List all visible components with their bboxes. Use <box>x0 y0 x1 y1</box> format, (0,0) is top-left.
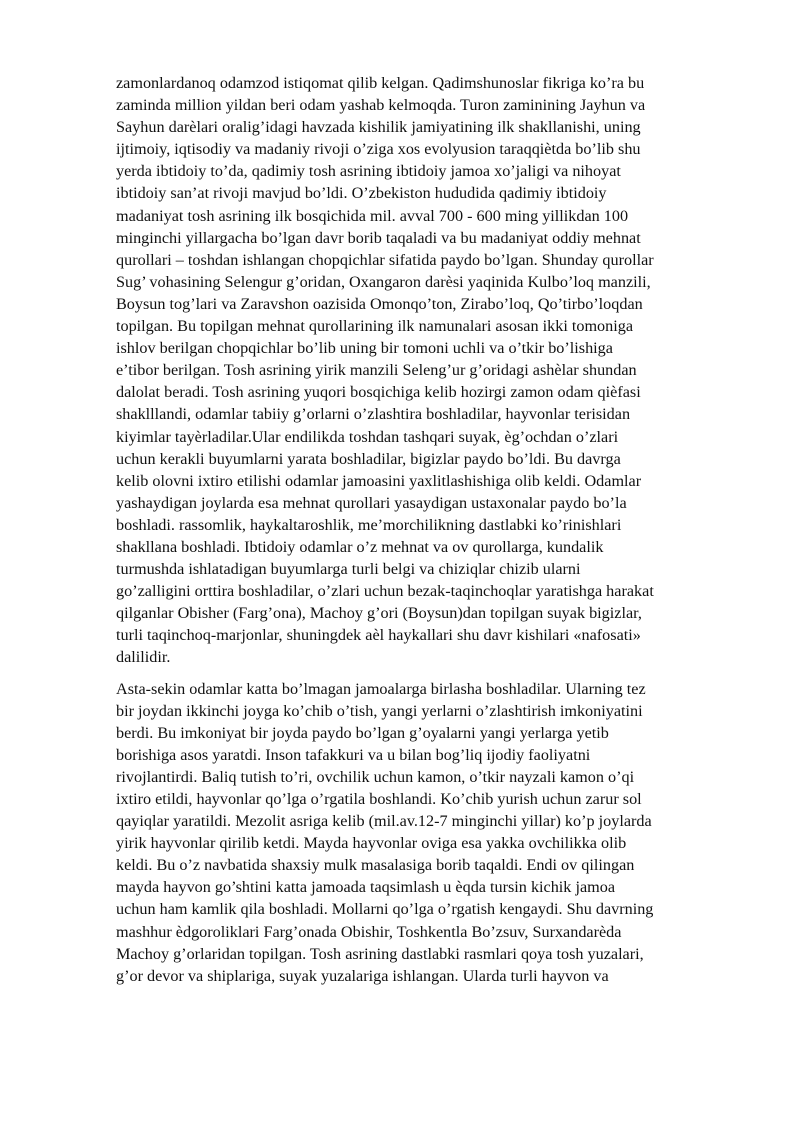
text-line: shaklllandi, odamlar tabiiy g’orlarni o’zlashtira boshladilar, hayvonlar terisidan <box>116 405 631 424</box>
text-line: bir joydan ikkinchi joyga ko’chib o’tish, yangi yerlarni o’zlashtirish imkoniyatini <box>116 701 643 720</box>
text-line: turmushda ishlatadigan buyumlarga turli belgi va chiziqlar chizib ularni <box>116 560 581 579</box>
text-line: ishlov berilgan chopqichlar bo’lib uning bir tomoni uchli va o’tkir bo’lishiga <box>116 339 613 358</box>
text-line: rivojlantirdi. Baliq tutish to’ri, ovchilik uchun kamon, o’tkir nayzali kamon o’qi <box>116 767 635 786</box>
text-line: shakllana boshladi. Ibtidoiy odamlar o’z mehnat va ov qurollarga, kundalik <box>116 537 604 556</box>
text-line: qilganlar Obisher (Farg’ona), Machoy g’ori (Boysun)dan topilgan suyak bigizlar, <box>116 604 642 623</box>
text-line: zaminda million yildan beri odam yashab kelmoqda. Turon zaminining Jayhun va <box>116 96 646 115</box>
text-line: Boysun tog’lari va Zaravshon oazisida Omonqo’ton, Zirabo’loq, Qo’tirbo’loqdan <box>116 294 643 313</box>
text-line: borishiga asos yaratdi. Inson tafakkuri va u bilan bog’liq ijodiy faoliyatni <box>116 745 591 764</box>
text-line: kelib olovni ixtiro etilishi odamlar jamoasini yaxlitlashishiga olib keldi. Odamlar <box>116 471 642 490</box>
text-line: ibtidoiy san’at rivoji mavjud bo’ldi. O’zbekiston hududida qadimiy ibtidoiy <box>116 184 607 203</box>
text-line: yerda ibtidoiy to’da, qadimiy tosh asrining ibtidoiy jamoa xo’jaligi va nihoyat <box>116 162 621 181</box>
text-line: keldi. Bu o’z navbatida shaxsiy mulk masalasiga borib taqaldi. Endi ov qilingan <box>116 856 635 875</box>
paragraph-2 <box>116 678 712 987</box>
text-line: berdi. Bu imkoniyat bir joyda paydo bo’lgan g’oyalarni yangi yerlarga yetib <box>116 723 609 742</box>
text-line: dalilidir. <box>116 648 171 667</box>
text-line: turli taqinchoq-marjonlar, shuningdek aèl haykallari shu davr kishilari «nafosati» <box>116 626 641 645</box>
text-line: zamonlardanoq odamzod istiqomat qilib kelgan. Qadimshunoslar fikriga ko’ra bu <box>116 74 645 92</box>
text-line: mayda hayvon go’shtini katta jamoada taqsimlash u èqda tursin kichik jamoa <box>116 878 615 897</box>
text-line: uchun ham kamlik qila boshladi. Mollarni qo’lga o’rgatish kengaydi. Shu davrning <box>116 900 654 919</box>
text-line: Asta-sekin odamlar katta bo’lmagan jamoalarga birlasha boshladilar. Ularning tez <box>116 679 646 698</box>
text-line: kiyimlar tayèrladilar.Ular endilikda toshdan tashqari suyak, èg’ochdan o’zlari <box>116 427 619 446</box>
text-line: Machoy g’orlaridan topilgan. Tosh asrining dastlabki rasmlari qoya tosh yuzalari, <box>116 944 644 963</box>
text-line: qayiqlar yaratildi. Mezolit asriga kelib (mil.av.12-7 minginchi yillar) ko’p joylarda <box>116 812 652 831</box>
text-line: Sayhun darèlari oralig’idagi havzada kishilik jamiyatining ilk shakllanishi, uning <box>116 118 641 137</box>
text-line: ixtiro etildi, hayvonlar qo’lga o’rgatila boshlandi. Ko’chib yurish uchun zarur sol <box>116 790 642 808</box>
text-line: e’tibor berilgan. Tosh asrining yirik manzili Seleng’ur g’oridagi ashèlar shundan <box>116 361 637 380</box>
text-line: Sug’ vohasining Selengur g’oridan, Oxangaron darèsi yaqinida Kulbo’loq manzili, <box>116 272 651 291</box>
text-line: go’zalligini orttira boshladilar, o’zlari uchun bezak-taqinchoqlar yaratishga harakat <box>116 582 654 601</box>
text-line: yirik hayvonlar qirilib ketdi. Mayda hayvonlar oviga esa yakka ovchilikka olib <box>116 834 627 853</box>
text-line: dalolat beradi. Tosh asrining yuqori bosqichiga kelib hozirgi zamon odam qièfasi <box>116 383 641 402</box>
text-line: boshladi. rassomlik, haykaltaroshlik, me’morchilikning dastlabki ko’rinishlari <box>116 515 622 534</box>
text-line: madaniyat tosh asrining ilk bosqichida mil. avval 700 - 600 ming yillikdan 100 <box>116 206 629 225</box>
text-line: uchun kerakli buyumlarni yarata boshladilar, bigizlar paydo bo’ldi. Bu davrga <box>116 449 621 468</box>
text-line: topilgan. Bu topilgan mehnat qurollarining ilk namunalari asosan ikki tomoniga <box>116 317 634 336</box>
paragraph-1 <box>116 72 712 669</box>
text-line: yashaydigan joylarda esa mehnat qurollari yasaydigan ustaxonalar paydo bo’la <box>116 493 627 512</box>
text-line: minginchi yillargacha bo’lgan davr borib taqaladi va bu madaniyat oddiy mehnat <box>116 228 641 247</box>
text-line: qurollari – toshdan ishlangan chopqichlar sifatida paydo bo’lgan. Shunday qurollar <box>116 250 654 269</box>
text-line: g’or devor va shiplariga, suyak yuzalariga ishlangan. Ularda turli hayvon va <box>116 966 609 985</box>
text-line: ijtimoiy, iqtisodiy va madaniy rivoji o’ziga xos evolyusion taraqqiètda bo’lib shu <box>116 140 641 159</box>
document-page <box>116 72 712 987</box>
text-line: mashhur èdgoroliklari Farg’onada Obishir, Toshkentla Bo’zsuv, Surxandarèda <box>116 922 622 941</box>
